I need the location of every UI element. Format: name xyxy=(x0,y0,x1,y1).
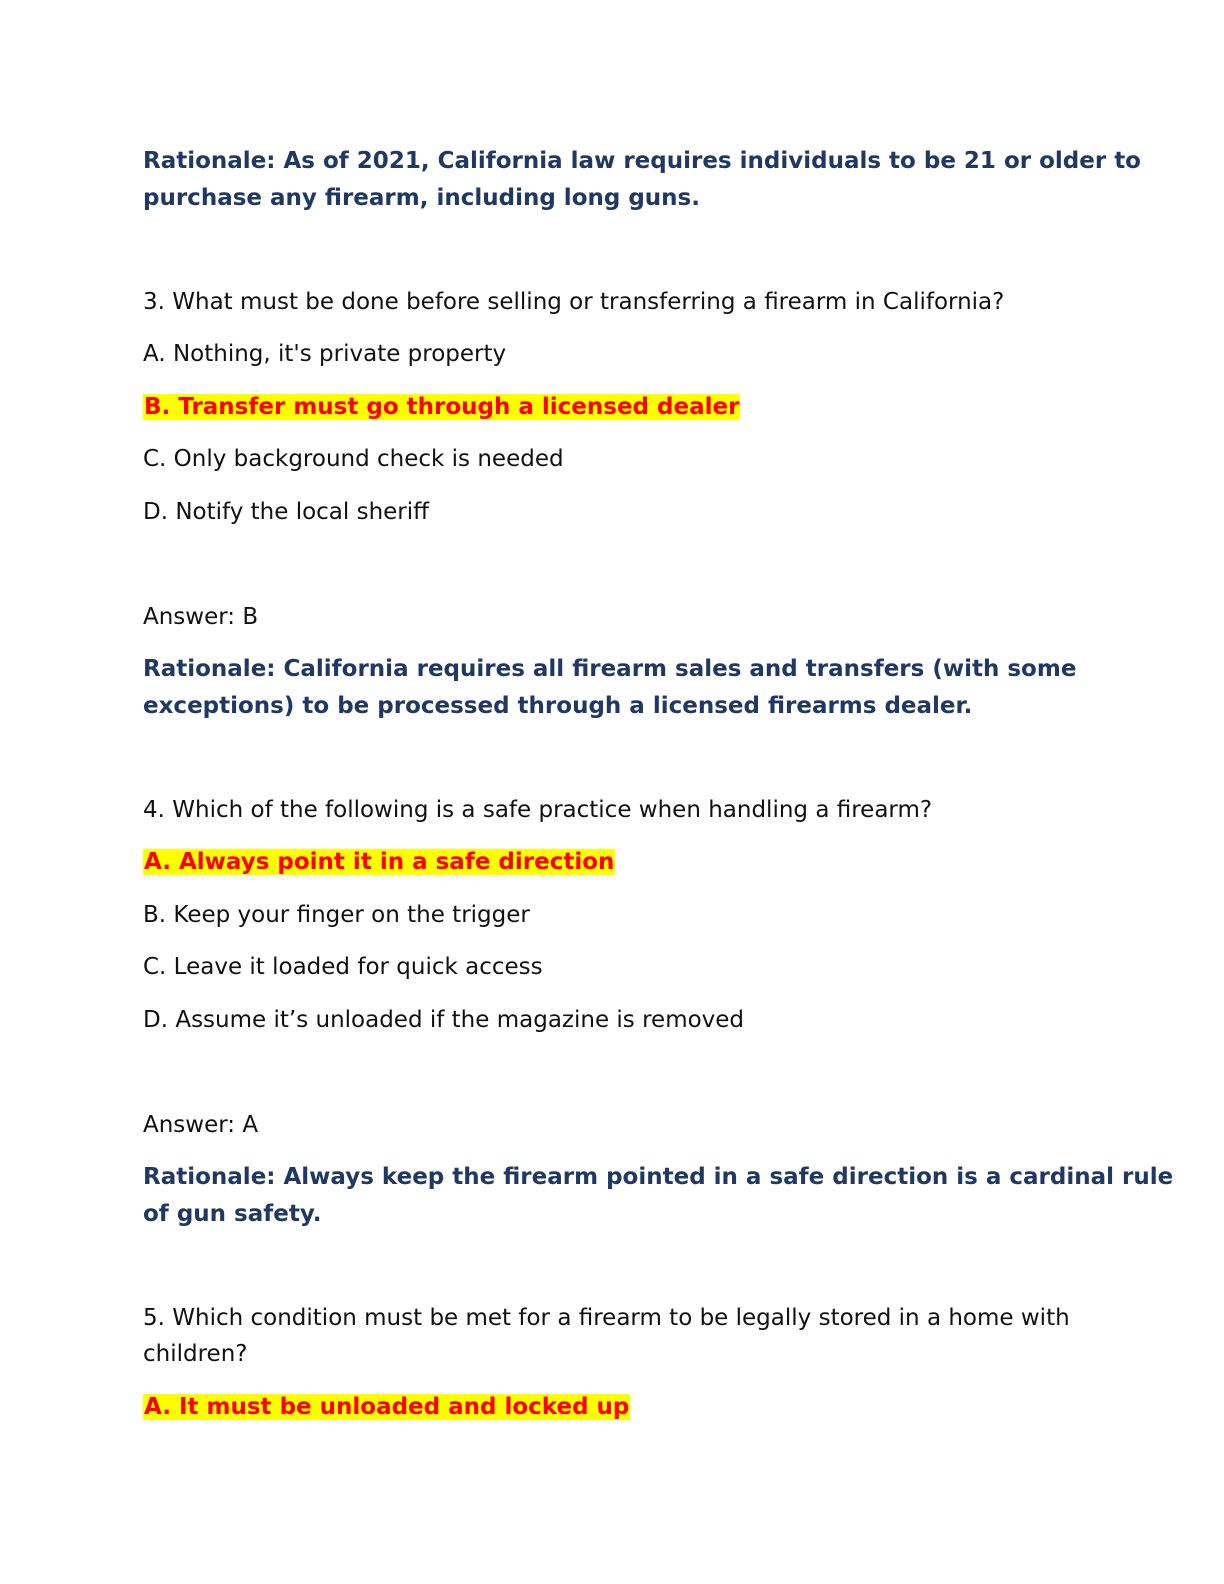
question-3-option-c: C. Only background check is needed xyxy=(143,446,564,472)
question-3: 3. What must be done before selling or transferring a firearm in California? xyxy=(143,289,1005,315)
question-4-option-a-correct xyxy=(143,847,615,877)
correct-answer-highlight: A. It must be unloaded and locked up xyxy=(144,1394,630,1420)
question-5-line-1: 5. Which condition must be met for a firearm to be legally stored in a home with xyxy=(143,1305,1070,1331)
rationale-q3-line-1: Rationale: California requires all firearm sales and transfers (with some xyxy=(143,656,1077,682)
correct-answer-highlight: A. Always point it in a safe direction xyxy=(144,849,615,875)
question-3-answer: Answer: B xyxy=(143,604,259,630)
question-4-answer: Answer: A xyxy=(143,1112,259,1138)
rationale-q4-line-2: of gun safety. xyxy=(143,1201,322,1227)
rationale-q3-line-2: exceptions) to be processed through a licensed firearms dealer. xyxy=(143,693,973,719)
question-5-option-a-correct xyxy=(143,1392,630,1422)
rationale-q4-line-1: Rationale: Always keep the firearm pointed in a safe direction is a cardinal rule xyxy=(143,1164,1174,1190)
question-4: 4. Which of the following is a safe practice when handling a firearm? xyxy=(143,797,933,823)
question-5-line-2: children? xyxy=(143,1341,248,1367)
question-3-option-d: D. Notify the local sheriff xyxy=(143,499,429,525)
question-3-option-a: A. Nothing, it's private property xyxy=(143,341,507,367)
question-3-option-b-correct xyxy=(143,392,740,422)
question-4-option-d: D. Assume it’s unloaded if the magazine is removed xyxy=(143,1007,745,1033)
rationale-q2-line-2: purchase any firearm, including long guns. xyxy=(143,185,700,211)
question-4-option-b: B. Keep your finger on the trigger xyxy=(143,902,530,928)
rationale-q2-line-1: Rationale: As of 2021, California law requires individuals to be 21 or older to xyxy=(143,148,1141,174)
question-4-option-c: C. Leave it loaded for quick access xyxy=(143,954,543,980)
correct-answer-highlight: B. Transfer must go through a licensed dealer xyxy=(144,394,740,420)
